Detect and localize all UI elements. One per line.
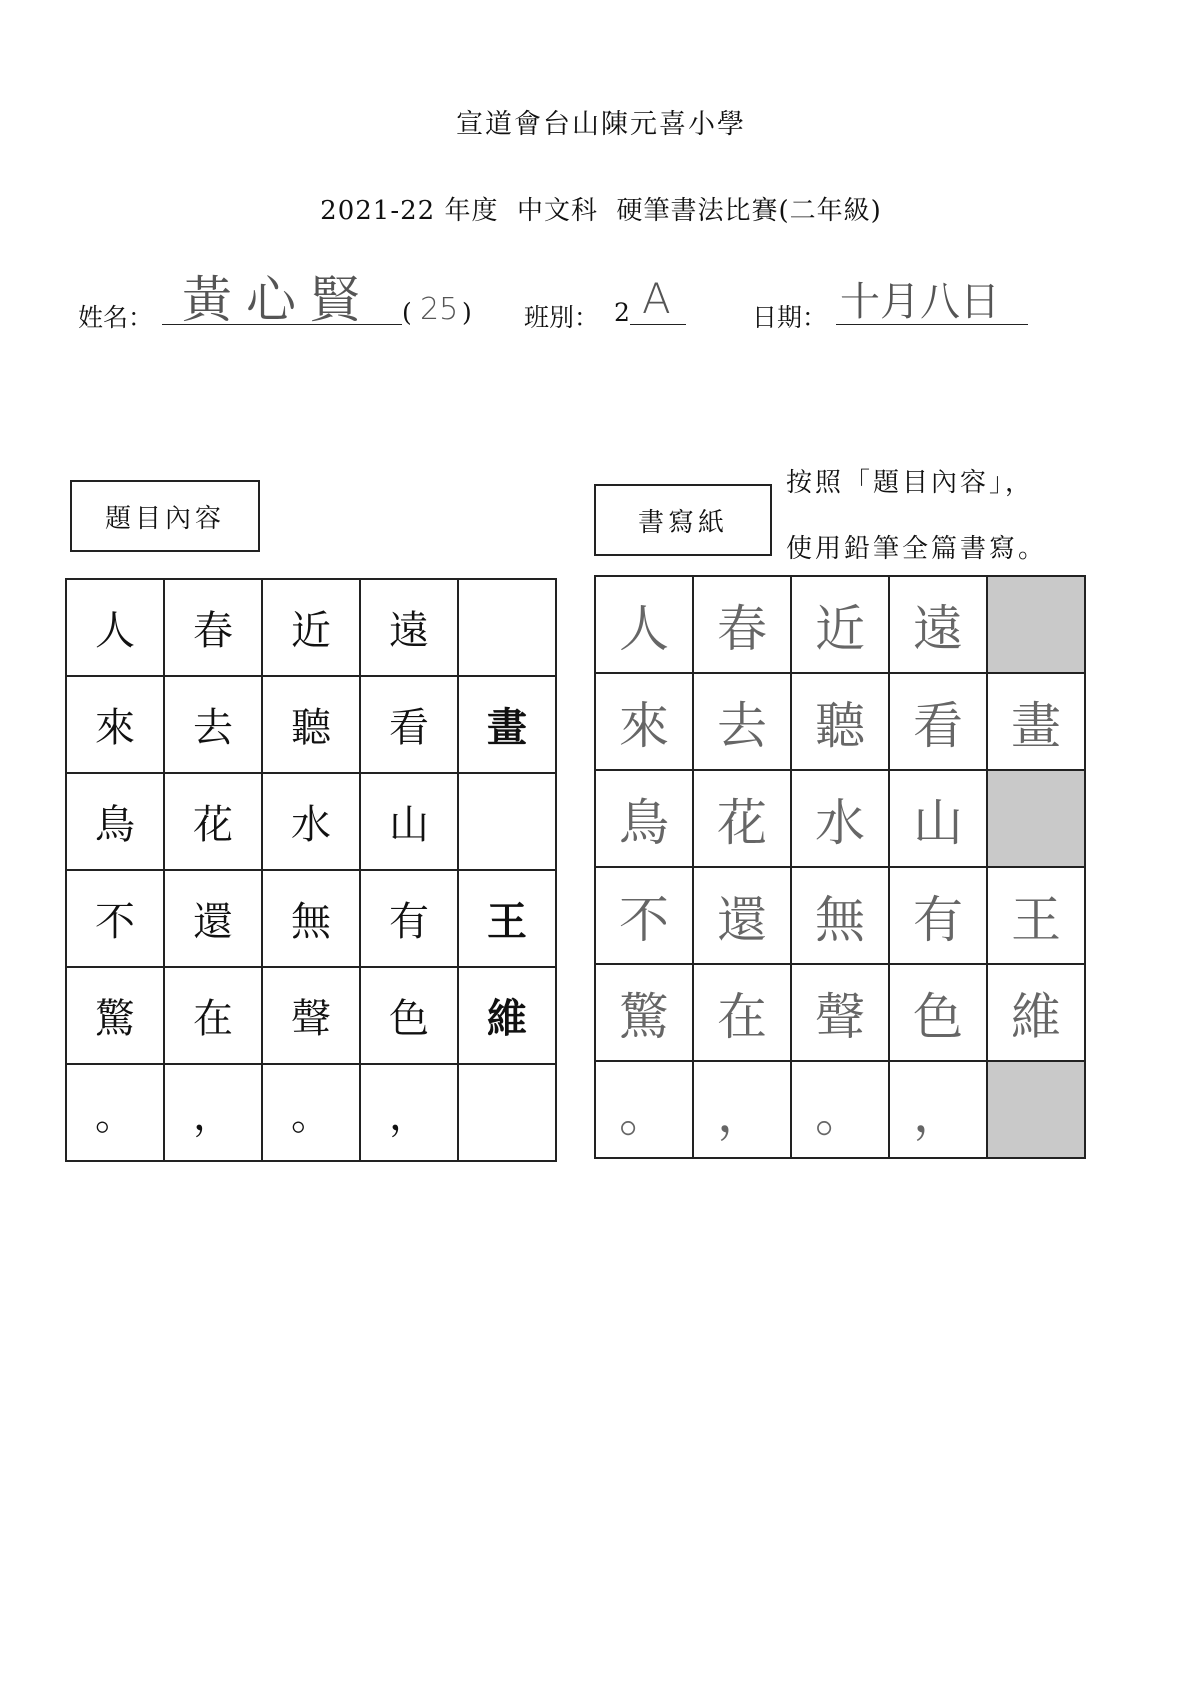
writing-cell[interactable]: 無 [791,867,889,964]
writing-cell[interactable]: 。 [791,1061,889,1158]
date-label: 日期： [752,303,828,332]
grid-cell: 聲 [262,967,360,1064]
grid-cell: 看 [360,676,458,773]
writing-cell[interactable]: 近 [791,576,889,673]
writing-cell[interactable]: 春 [693,576,791,673]
grid-cell: 色 [360,967,458,1064]
writing-cell[interactable]: 畫 [987,673,1085,770]
class-prefix: 2 [614,298,630,327]
student-number: 25 [420,292,459,327]
writing-cell[interactable]: 人 [595,576,693,673]
shaded-cell [987,1061,1085,1158]
grid-cell [458,773,556,870]
writing-cell[interactable]: 色 [889,964,987,1061]
grid-row [66,579,556,676]
instruction-line-1: 按照「題目內容」， [786,468,1035,498]
grid-cell: 近 [262,579,360,676]
grid-cell: 。 [66,1064,164,1161]
writing-label-box: 書寫紙 [594,484,772,556]
grid-cell: 王 [458,870,556,967]
writing-cell[interactable]: 花 [693,770,791,867]
writing-cell[interactable]: 遠 [889,576,987,673]
grid-row [66,676,556,773]
writing-cell[interactable]: 聽 [791,673,889,770]
grid-cell: 人 [66,579,164,676]
writing-cell[interactable]: 維 [987,964,1085,1061]
writing-cell[interactable]: 山 [889,770,987,867]
writing-cell[interactable]: 來 [595,673,693,770]
grid-row [66,1064,556,1161]
grid-row [66,870,556,967]
writing-cell[interactable]: 王 [987,867,1085,964]
writing-cell[interactable]: 在 [693,964,791,1061]
shaded-cell [987,576,1085,673]
name-value: 黃心賢 [182,271,374,329]
close-paren: ) [462,298,472,327]
grid-cell: 維 [458,967,556,1064]
grid-cell: 不 [66,870,164,967]
writing-grid[interactable] [594,575,1086,1159]
writing-cell[interactable]: 聲 [791,964,889,1061]
grid-cell: 春 [164,579,262,676]
grid-row [66,773,556,870]
grid-cell: ， [360,1064,458,1161]
instruction-line-2: 使用鉛筆全篇書寫。 [786,534,1048,564]
prompt-grid [65,578,557,1162]
grid-cell: 。 [262,1064,360,1161]
prompt-label-box: 題目內容 [70,480,260,552]
grid-cell: 驚 [66,967,164,1064]
grid-row [595,964,1085,1061]
grid-row [66,967,556,1064]
grid-cell [458,579,556,676]
grid-cell: 去 [164,676,262,773]
grid-cell: 有 [360,870,458,967]
grid-cell [458,1064,556,1161]
grid-cell: 還 [164,870,262,967]
grid-cell: 山 [360,773,458,870]
open-paren: ( [402,298,412,327]
date-value: 十月八日 [840,279,1000,325]
class-value: A [642,274,671,323]
writing-cell[interactable]: 看 [889,673,987,770]
writing-cell[interactable]: 不 [595,867,693,964]
grid-row [595,867,1085,964]
date-field[interactable] [836,274,1028,325]
writing-cell[interactable]: 有 [889,867,987,964]
grid-cell: 無 [262,870,360,967]
shaded-cell [987,770,1085,867]
grid-cell: 水 [262,773,360,870]
grid-cell: ， [164,1064,262,1161]
grid-row [595,576,1085,673]
class-label: 班別： [524,303,600,332]
name-label: 姓名： [78,303,154,332]
writing-cell[interactable]: ， [889,1061,987,1158]
grid-cell: 在 [164,967,262,1064]
grid-row [595,1061,1085,1158]
grid-row [595,770,1085,867]
writing-cell[interactable]: 水 [791,770,889,867]
grid-row [595,673,1085,770]
writing-cell[interactable]: ， [693,1061,791,1158]
class-field[interactable] [630,274,686,325]
grid-cell: 花 [164,773,262,870]
grid-cell: 聽 [262,676,360,773]
competition-title: 2021-22 年度 中文科 硬筆書法比賽(二年級) [320,196,882,226]
writing-cell[interactable]: 。 [595,1061,693,1158]
grid-cell: 來 [66,676,164,773]
grid-cell: 畫 [458,676,556,773]
school-name: 宣道會台山陳元喜小學 [456,109,746,140]
writing-cell[interactable]: 還 [693,867,791,964]
writing-cell[interactable]: 鳥 [595,770,693,867]
writing-cell[interactable]: 驚 [595,964,693,1061]
grid-cell: 遠 [360,579,458,676]
writing-cell[interactable]: 去 [693,673,791,770]
grid-cell: 鳥 [66,773,164,870]
name-field[interactable] [162,268,402,329]
